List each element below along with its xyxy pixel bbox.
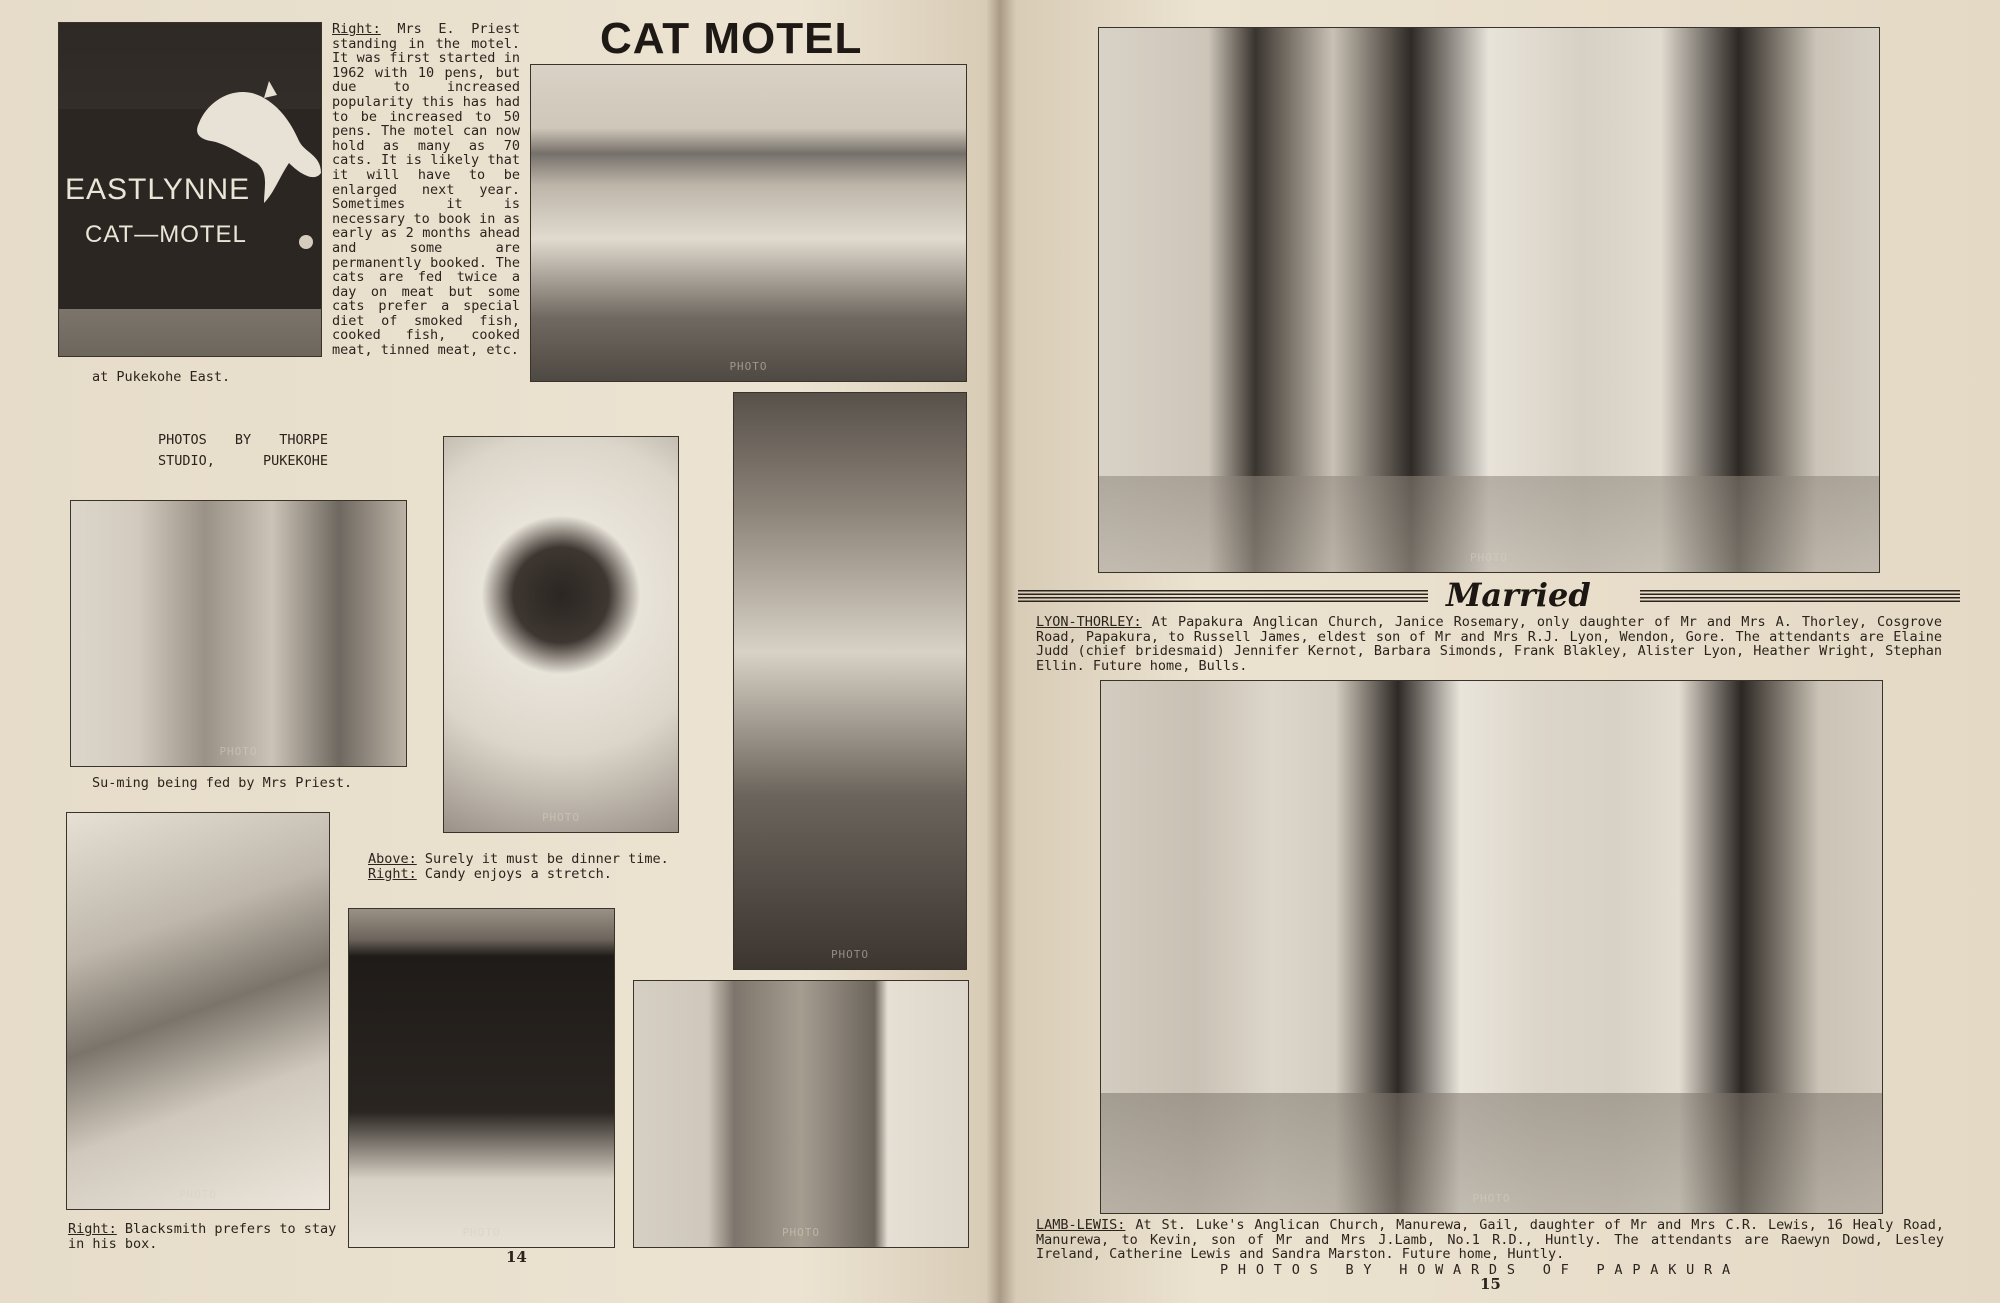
black-cat-box-photo bbox=[348, 908, 615, 1248]
sign-text-line2: CAT—MOTEL bbox=[85, 221, 247, 248]
blacksmith-text: Blacksmith prefers to stay in his box. bbox=[68, 1221, 337, 1252]
page-number-15: 15 bbox=[1480, 1275, 1501, 1293]
lyon-photo-label: PHOTO bbox=[1469, 551, 1509, 564]
tabby-photo-label: PHOTO bbox=[781, 1226, 821, 1239]
married-rule-right bbox=[1640, 590, 1960, 604]
sign-text-line1: EASTLYNNE bbox=[65, 173, 251, 206]
lamb-lewis-text: At St. Luke's Anglican Church, Manurewa, Gail, daughter of Mr and Mrs C.R. Lewis, 16 Healy Road, Manurewa, to Kevin, son of Mr and Mrs J.Lamb, No.1 R.D., Huntly. The attendants are Raewyn Dowd, Lesley Ireland, Catherine Lewis and Sandra Marston. Future home, Huntly. bbox=[1036, 1217, 1944, 1263]
motel-pens-photo bbox=[530, 64, 967, 382]
above-right-captions bbox=[368, 852, 708, 881]
blacksmith-lead: Right: bbox=[68, 1221, 117, 1237]
suming-caption: Su-ming being fed by Mrs Priest. bbox=[92, 775, 353, 791]
suming-feeding-photo bbox=[70, 500, 407, 767]
sign-hole-icon bbox=[299, 235, 313, 249]
lyon-thorley-caption bbox=[1036, 615, 1942, 673]
lamb-photo-label: PHOTO bbox=[1472, 1192, 1511, 1205]
blacksmith-caption bbox=[68, 1222, 338, 1251]
motel-pens-photo-label: PHOTO bbox=[729, 360, 768, 373]
lamb-lewis-caption bbox=[1036, 1218, 1944, 1262]
black-cat-photo-label: PHOTO bbox=[462, 1226, 501, 1239]
intro-lead: Right: bbox=[332, 21, 381, 37]
page-title: CAT MOTEL bbox=[600, 14, 863, 63]
intro-article bbox=[332, 22, 520, 358]
candy-text: Candy enjoys a stretch. bbox=[424, 865, 612, 882]
siamese-cat-photo bbox=[443, 436, 679, 833]
above-text: Surely it must be dinner time. bbox=[424, 851, 669, 867]
lyon-thorley-text: At Papakura Anglican Church, Janice Rosemary, only daughter of Mr and Mrs A. Thorley, Cosgrove Road, Papakura, to Russell James, eldest son of Mr and Mrs R.J. Lyon, Wendon, Gore. The attendants are Elaine Judd (chief bridesmaid) Jennifer Kernot, Barbara Simonds, Frank Blakley, Alister Lyon, Heather Wright, Stephan Ellin. Future home, Bulls. bbox=[1036, 614, 1942, 674]
photo-credit-line2: STUDIO, PUKEKOHE bbox=[158, 453, 328, 469]
lamb-lewis-lead: LAMB-LEWIS: bbox=[1036, 1217, 1126, 1233]
suming-photo-label: PHOTO bbox=[219, 745, 258, 758]
intro-text: Mrs E. Priest standing in the motel. It was first started in 1962 with 10 pens, but due to increased popularity this has had to be increased to 50 pens. The motel can now hold as many as 70 cats. It is likely that it will have to be enlarged next year. Sometimes it is necessary to book in as early as 2 months ahead and some are permanently booked. The cats are fed twice a day on meat but some cats prefer a special diet of smoked fish, cooked fish, cooked meat, tinned meat, etc. bbox=[332, 21, 520, 359]
blacksmith-cat-photo bbox=[66, 812, 330, 1210]
above-lead: Above: bbox=[368, 851, 417, 867]
siamese-photo-label: PHOTO bbox=[541, 811, 581, 824]
candy-lead: Right: bbox=[368, 865, 417, 882]
lyon-thorley-lead: LYON-THORLEY: bbox=[1036, 614, 1142, 630]
married-heading: Married bbox=[1446, 576, 1591, 614]
candy-caption bbox=[368, 867, 708, 882]
page-number-14: 14 bbox=[506, 1248, 527, 1266]
motel-sign-photo bbox=[58, 22, 322, 357]
lyon-thorley-wedding-photo bbox=[1098, 27, 1880, 573]
photo-credit-line1: PHOTOS BY THORPE bbox=[158, 432, 328, 448]
sign-caption: at Pukekohe East. bbox=[92, 369, 231, 385]
photo-credit-howards: PHOTOS BY HOWARDS OF PAPAKURA bbox=[1220, 1262, 1740, 1278]
lamb-lewis-wedding-photo bbox=[1100, 680, 1883, 1214]
above-caption bbox=[368, 852, 708, 867]
tabby-cat-photo bbox=[633, 980, 969, 1248]
photo-credit-thorpe bbox=[158, 430, 328, 472]
blacksmith-photo-label: PHOTO bbox=[178, 1188, 218, 1201]
married-rule-left bbox=[1018, 590, 1428, 604]
candy-photo-label: PHOTO bbox=[830, 948, 870, 961]
candy-stretch-photo bbox=[733, 392, 967, 970]
